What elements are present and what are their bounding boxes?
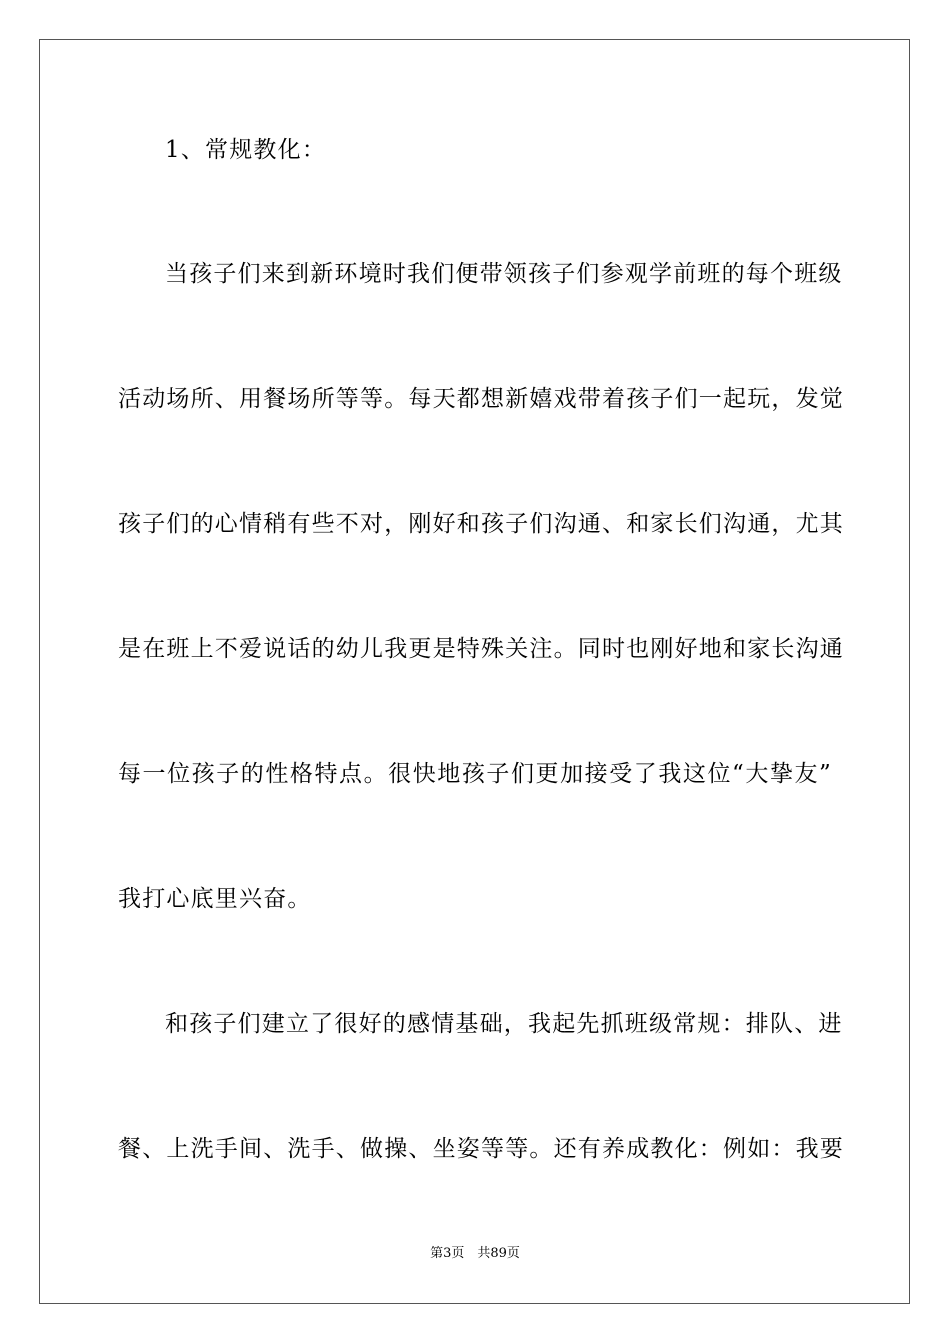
paragraph-line: 孩子们的心情稍有些不对，刚好和孩子们沟通、和家长们沟通，尤其: [118, 511, 844, 537]
paragraph-line: 每一位孩子的性格特点。很快地孩子们更加接受了我这位“大挚友”: [118, 761, 832, 787]
paragraph-line: 餐、上洗手间、洗手、做操、坐姿等等。还有养成教化：例如：我要: [118, 1136, 844, 1162]
paragraph-line: 是在班上不爱说话的幼儿我更是特殊关注。同时也刚好地和家长沟通: [118, 636, 844, 662]
paragraph-line: 我打心底里兴奋。: [118, 886, 312, 912]
paragraph-line: 当孩子们来到新环境时我们便带领孩子们参观学前班的每个班级: [165, 261, 843, 287]
paragraph-line: 活动场所、用餐场所等等。每天都想新嬉戏带着孩子们一起玩，发觉: [118, 386, 844, 412]
page-number-footer: 第3页 共89页: [430, 1246, 520, 1261]
page-border: [39, 39, 910, 1304]
section-heading: 1、常规教化：: [165, 137, 327, 163]
paragraph-line: 和孩子们建立了很好的感情基础，我起先抓班级常规：排队、进: [165, 1011, 843, 1037]
